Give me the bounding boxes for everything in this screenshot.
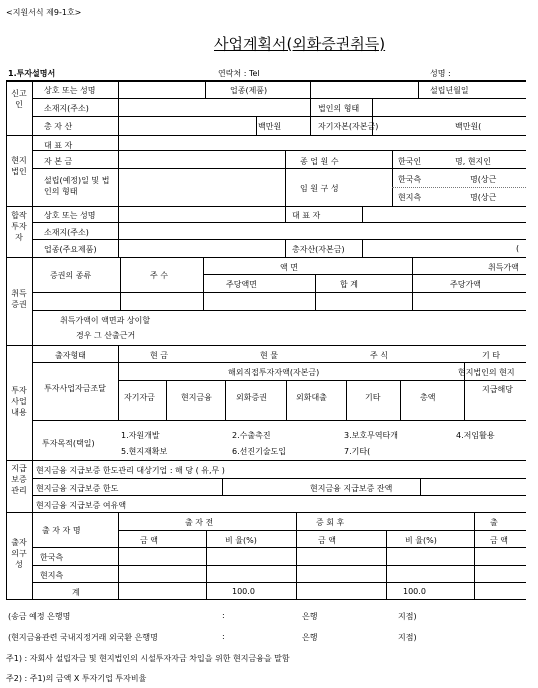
unit-million-2: 백만원( xyxy=(455,122,482,131)
label-korean-side: 한국측 xyxy=(398,175,422,184)
sum-ratio-1: 100.0 xyxy=(232,587,255,596)
label-local-side: 현지측 xyxy=(398,193,422,202)
label-koreans: 한국인 xyxy=(398,157,422,166)
label-exec-comp: 임 원 구 성 xyxy=(300,184,339,193)
label-local-finance: 현지금융 xyxy=(181,393,212,402)
side-guarantee: 지급보증관리 xyxy=(11,464,27,495)
colon-1: : xyxy=(222,611,225,620)
label-purpose: 투자목적(택일) xyxy=(42,439,95,448)
label-output: 출 xyxy=(490,518,498,527)
label-est-date: 설립년월일 xyxy=(430,86,469,95)
label-employees: 종 업 원 수 xyxy=(300,157,339,166)
label-investor: 출 자 자 명 xyxy=(42,526,81,535)
label-note1: 취득가액이 액면과 상이할 xyxy=(60,316,151,325)
label-persons1: 명(상근 xyxy=(470,175,497,184)
label-local-borrow: 현지법인의 현지 xyxy=(458,368,515,377)
purpose-7: 7.기타( xyxy=(344,447,371,456)
label-partner-rep: 대 표 자 xyxy=(292,211,321,220)
guarantee-row2: 현지금융 지급보증 한도 xyxy=(36,484,119,493)
label-partner-assets: 총자산(자본금) xyxy=(292,245,345,254)
signature-label: 성명 : xyxy=(430,69,451,78)
label-guarantee: 지급해당 xyxy=(482,385,513,394)
purpose-1: 1.자원개발 xyxy=(121,431,160,440)
section-heading: 1.투자설명서 xyxy=(8,69,56,78)
form-id: <지원서식 제9-1호> xyxy=(6,8,82,17)
label-face-value: 액 면 xyxy=(280,263,298,272)
remit-bank-label: (송금 예정 은행명 xyxy=(8,612,71,621)
purpose-5: 5.현지재확보 xyxy=(121,447,168,456)
label-ratio-1: 비 율(%) xyxy=(225,536,257,545)
label-overseas-capital: 해외직접투자자액(자본금) xyxy=(228,368,320,377)
purpose-2: 2.수출촉진 xyxy=(232,431,271,440)
label-invest-form: 출자형태 xyxy=(55,351,86,360)
label-korean-equity: 한국측 xyxy=(40,553,64,562)
label-sec-type: 증권의 종류 xyxy=(50,271,92,280)
label-note2: 경우 그 산출근거 xyxy=(76,331,136,340)
label-business-type: 업종(제품) xyxy=(230,86,268,95)
label-total-amt: 총액 xyxy=(420,393,436,402)
purpose-3: 3.보호무역타개 xyxy=(344,431,399,440)
guarantee-row2b: 현지금융 지급보증 잔액 xyxy=(310,484,393,493)
label-partner-address: 소재지(주소) xyxy=(44,228,89,237)
side-plan: 투자사업내용 xyxy=(11,386,27,417)
label-funding: 투자사업자금조달 xyxy=(44,384,106,393)
note-2: 주2) : 주1)의 금액 X 투자기업 투자비율 xyxy=(6,674,147,683)
label-etc: 기 타 xyxy=(482,351,500,360)
label-stock: 주 식 xyxy=(370,351,388,360)
label-capital: 자 본 금 xyxy=(44,157,73,166)
label-capital-after: 증 회 후 xyxy=(316,518,345,527)
sum-ratio-2: 100.0 xyxy=(403,587,426,596)
label-partner-paren: ( xyxy=(516,244,520,253)
label-fx-borrow: 외화대출 xyxy=(296,393,327,402)
purpose-6: 6.선진기술도입 xyxy=(232,447,287,456)
label-amount-3: 금 액 xyxy=(490,536,508,545)
label-per-share-acq: 주당가액 xyxy=(450,280,481,289)
label-acq-price: 취득가액 xyxy=(488,263,519,272)
side-partner: 합작투자자 xyxy=(11,211,27,242)
colon-2: : xyxy=(222,632,225,641)
label-est-form: 설립(예정)일 및 법인의 형태 xyxy=(44,176,110,196)
label-cash: 현 금 xyxy=(150,351,168,360)
label-locals: 명, 현지인 xyxy=(455,157,491,166)
label-ratio-2: 비 율(%) xyxy=(405,536,437,545)
page-title: 사업계획서(외화증권취득) xyxy=(214,35,386,53)
side-acquisition: 취득증권 xyxy=(11,289,27,309)
side-applicant: 신고인 xyxy=(11,89,27,109)
contact-label: 연락처 : Tel xyxy=(218,69,260,78)
unit-million: 백만원 xyxy=(258,122,282,131)
side-local: 현지법인 xyxy=(11,156,27,176)
label-trade-name: 상호 또는 성명 xyxy=(44,86,96,95)
label-persons2: 명(상근 xyxy=(470,193,497,202)
label-amount-1: 금 액 xyxy=(140,536,158,545)
label-sum: 계 xyxy=(72,588,80,597)
label-shares: 주 수 xyxy=(150,271,168,280)
label-local-equity: 현지측 xyxy=(40,571,64,580)
purpose-4: 4.저임활용 xyxy=(456,431,495,440)
branch-1: 지점) xyxy=(398,612,417,621)
label-corp-form: 법인의 형태 xyxy=(318,104,360,113)
guarantee-row1: 현지금융 지급보증 한도관리 대상기업 : 해 당 ( 유,무 ) xyxy=(36,466,225,475)
label-capital-before: 출 자 전 xyxy=(185,518,214,527)
label-other: 기타 xyxy=(365,393,381,402)
label-representative: 대 표 자 xyxy=(44,141,73,150)
label-total: 합 계 xyxy=(340,280,358,289)
local-bank-label: (현지금융관련 국내지정거래 외국환 은행명 xyxy=(8,633,158,642)
label-in-kind: 현 물 xyxy=(260,351,278,360)
label-own-funds: 자기자금 xyxy=(124,393,155,402)
note-1: 주1) : 자회사 설립자금 및 현지법인의 시설투자자금 차입을 위한 현지금융을 말함 xyxy=(6,654,290,663)
label-total-assets: 총 자 산 xyxy=(44,122,73,131)
bank-2: 은행 xyxy=(302,633,318,642)
label-per-share: 주당액면 xyxy=(226,280,257,289)
label-amount-2: 금 액 xyxy=(318,536,336,545)
guarantee-row3: 현지금융 지급보증 여유액 xyxy=(36,501,127,510)
branch-2: 지점) xyxy=(398,633,417,642)
label-address: 소재지(주소) xyxy=(44,104,89,113)
label-fx-loan: 외화증권 xyxy=(236,393,267,402)
side-equity: 출자의구성 xyxy=(11,538,27,569)
bank-1: 은행 xyxy=(302,612,318,621)
label-partner-name: 상호 또는 성명 xyxy=(44,211,96,220)
label-equity-capital: 자기자본(자본금) xyxy=(318,122,379,131)
label-partner-business: 업종(주요제품) xyxy=(44,245,97,254)
